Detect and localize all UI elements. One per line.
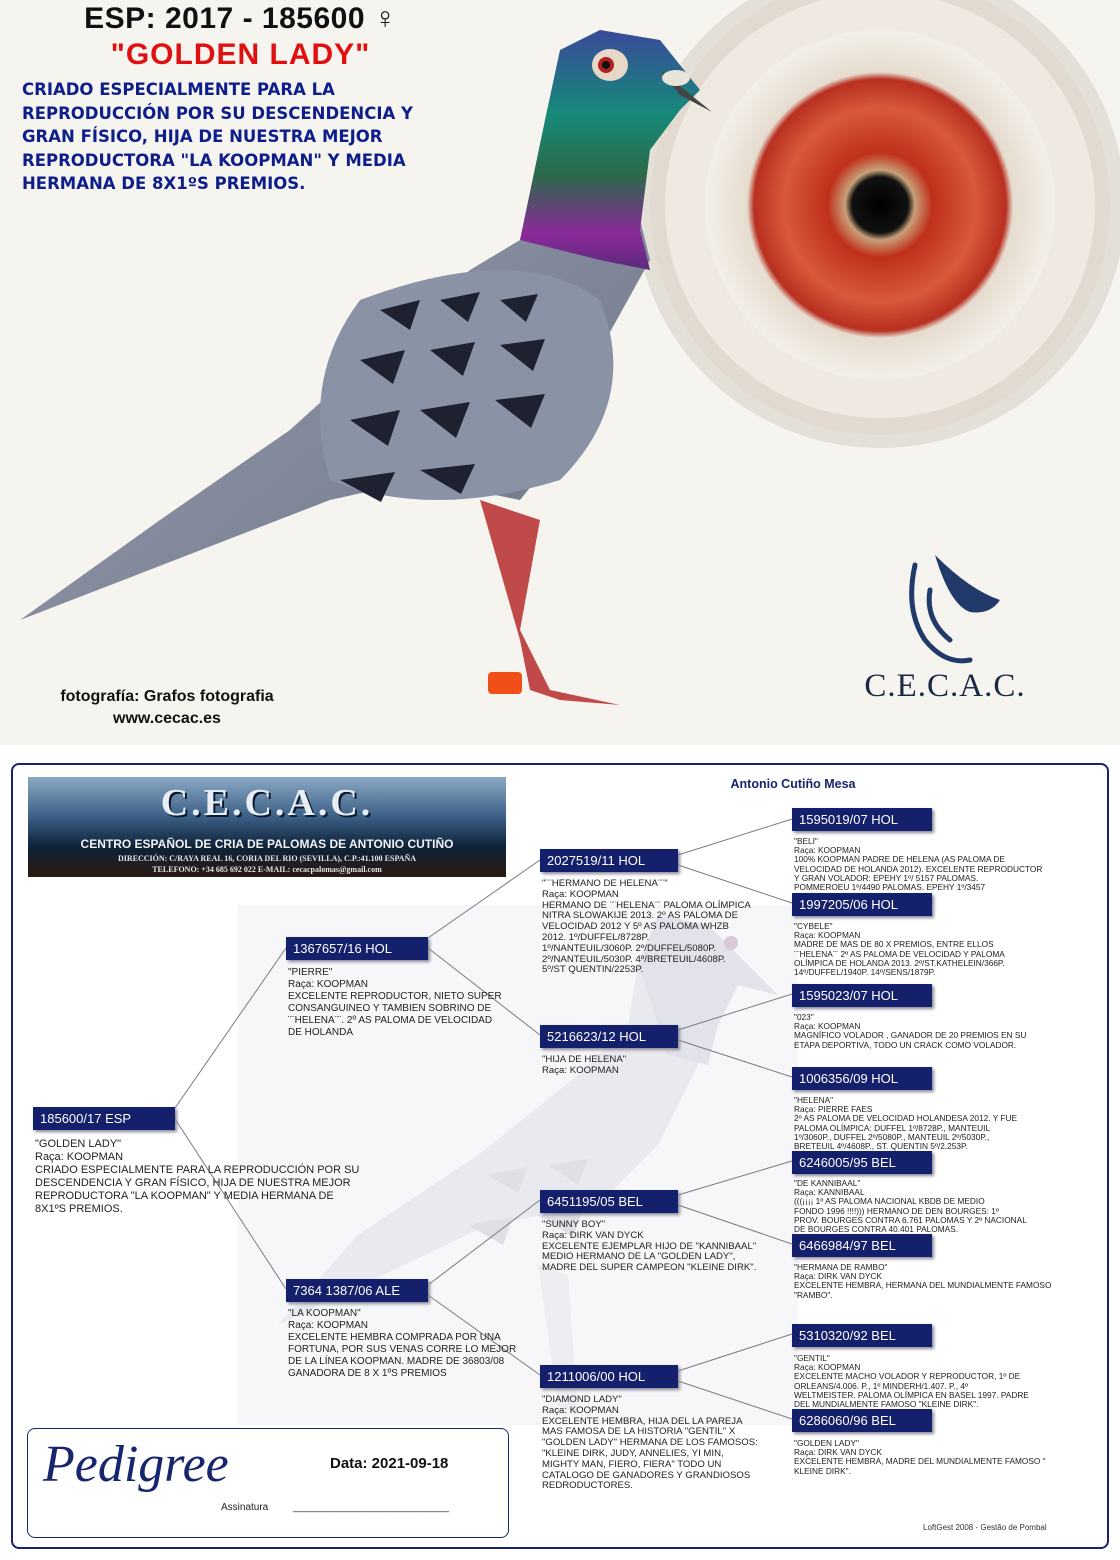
info-line: 5º/ST QUENTIN/2253P. <box>542 964 644 976</box>
sds-info <box>794 1013 1094 1050</box>
dam-sire-info <box>542 1220 782 1274</box>
connector-line <box>678 819 792 855</box>
info-line: REPRODUCTORA "LA KOOPMAN" Y MEDIA HERMANA DE <box>35 1190 334 1202</box>
info-line: "¨¨HERMANO DE HELENA¨¨" <box>542 878 668 889</box>
info-line: PALOMA OLÍMPICA: DUFFEL 1º/8728P., MANTEUIL <box>794 1122 991 1133</box>
info-line: CRIADO ESPECIALMENTE PARA LA REPRODUCCIÓN POR SU <box>35 1164 360 1176</box>
info-line: 1º/3060P., DUFFEL 2º/5080P., MANTEUIL 2º/5030P., <box>794 1131 990 1142</box>
info-line: HERMANO DE ¨¨HELENA¨¨ PALOMA OLÍMPICA <box>542 899 751 911</box>
sdd-info <box>794 1096 1094 1151</box>
info-line: "RAMBO". <box>794 1289 833 1300</box>
subject-info <box>35 1138 395 1216</box>
info-line: Raça: KOOPMAN <box>288 1319 369 1331</box>
info-line: Raça: KOOPMAN <box>542 888 619 900</box>
info-line: CONSANGUINEO Y TAMBIEN SOBRINO DE <box>288 1002 492 1014</box>
sds-ring[interactable]: 1595023/07 HOL <box>792 984 932 1007</box>
photo-credit <box>22 686 312 730</box>
info-line: "HELENA" <box>794 1095 834 1105</box>
dam-sire-ring[interactable]: 6451195/05 BEL <box>540 1190 678 1213</box>
sire-info <box>288 967 528 1038</box>
info-line: "GENTIL" <box>794 1353 830 1363</box>
info-line: FONDO 1996 !!!!))) HERMANO DE DEN BOURGES: 1º <box>794 1205 999 1216</box>
info-line: FORTUNA, POR SUS VENAS CORRE LO MEJOR <box>288 1343 517 1355</box>
connector-line <box>428 1200 540 1285</box>
signature-line: ____________________________ <box>293 1502 449 1513</box>
info-line: DE BOURGES CONTRA 40.401 PALOMAS. <box>794 1224 958 1235</box>
date-label: Data: 2021-09-18 <box>330 1455 449 1472</box>
description-line: REPRODUCCIÓN POR SU DESCENDENCIA Y <box>22 103 413 123</box>
info-line: POMMEROEU 1º/4490 PALOMAS. EPEHY 1º/3457 <box>794 882 986 893</box>
info-line: DE HOLANDA <box>288 1026 354 1038</box>
description-line: GRAN FÍSICO, HIJA DE NUESTRA MEJOR <box>22 127 383 147</box>
sire-dam-ring[interactable]: 5216623/12 HOL <box>540 1025 678 1048</box>
info-line: Raça: KOOPMAN <box>288 978 369 990</box>
sss-ring[interactable]: 1595019/07 HOL <box>792 808 932 831</box>
info-line: "HERMANA DE RAMBO" <box>794 1262 888 1272</box>
info-line: EXCELENTE EJEMPLAR HIJO DE "KANNIBAAL" <box>542 1240 757 1252</box>
info-line: "BELI" <box>794 836 818 846</box>
sdd-ring[interactable]: 1006356/09 HOL <box>792 1067 932 1090</box>
connector-line <box>678 1161 792 1195</box>
info-line: "DE KANNIBAAL" <box>794 1178 861 1188</box>
sire-ring[interactable]: 1367657/16 HOL <box>286 937 428 960</box>
info-line: REDRODUCTORES. <box>542 1480 633 1492</box>
signature-label: Assinatura <box>221 1502 269 1513</box>
sire-sire-info <box>542 879 787 976</box>
info-line: "GOLDEN LADY" <box>35 1138 122 1150</box>
info-line: "GOLDEN LADY" <box>794 1438 859 1448</box>
info-line: MAGNÍFICO VOLADOR , GANADOR DE 20 PREMIOS EN SU <box>794 1030 1027 1041</box>
info-line: ETAPA DEPORTIVA, TODO UN CRACK COMO VOLADOR. <box>794 1039 1017 1050</box>
info-line: ¨¨HELENA¨¨. 2º AS PALOMA DE VELOCIDAD <box>288 1014 493 1026</box>
info-line: PROV. BOURGES CONTRA 6.761 PALOMAS Y 2º NACIONAL <box>794 1214 1027 1225</box>
info-line: "023" <box>794 1012 814 1022</box>
breeder-name: Antonio Cutiño Mesa <box>730 777 856 791</box>
info-line: "SUNNY BOY" <box>542 1219 606 1230</box>
info-line: DE LA LÍNEA KOOPMAN. MADRE DE 36803/08 <box>288 1355 505 1367</box>
connector-line <box>678 1334 792 1371</box>
connector-line <box>678 994 792 1030</box>
info-line: Raça: DIRK VAN DYCK <box>794 1447 882 1458</box>
info-line: 2º/NANTEUIL/5030P. 4º/BRETEUIL/4608P. <box>542 953 726 965</box>
footer-credit: LoftGest 2008 - Gestão de Pombal <box>923 1523 1047 1532</box>
info-line: WELTMEISTER. PALOMA OLÍMPICA EN BASEL 1997. PADRE <box>794 1389 1029 1400</box>
dsd-ring[interactable]: 6466984/97 BEL <box>792 1234 932 1257</box>
info-line: EXCELENTE HEMBRA, HERMANA DEL MUNDIALMENTE FAMOSO <box>794 1280 1052 1291</box>
pedigree-title: Pedigree <box>43 1436 229 1493</box>
info-line: (((¡¡¡¡ 1º AS PALOMA NACIONAL KBDB DE MEDIO <box>794 1196 985 1207</box>
info-line: DEL MUNDIALMENTE FAMOSO "KLEINE DIRK". <box>794 1399 979 1410</box>
info-line: "CYBELE" <box>794 921 833 931</box>
banner-contact: TELEFONO: +34 685 692 022 E-MAIL: cecacpalomas@gmail.com <box>152 865 382 874</box>
info-line: Raça: KOOPMAN <box>794 845 861 856</box>
dam-dam-info <box>542 1395 782 1492</box>
connector-line <box>175 948 286 1108</box>
info-line: Raça: KOOPMAN <box>35 1151 124 1163</box>
info-line: BRETEUIL 4º/4608P., ST. QUENTIN 5º/2.253P. <box>794 1141 968 1152</box>
info-line: "LA KOOPMAN" <box>288 1308 361 1319</box>
sss-info <box>794 837 1094 892</box>
info-line: VELOCIDAD DE HOLANDA 2012). EXCELENTE REPRODUCTOR <box>794 863 1043 874</box>
info-line: 14º/DUFFEL/1940P. 14º/SENS/1879P. <box>794 967 936 978</box>
sire-sire-ring[interactable]: 2027519/11 HOL <box>540 849 678 872</box>
dss-info <box>794 1179 1094 1234</box>
info-line: MADRE DE MAS DE 80 X PREMIOS, ENTRE ELLOS <box>794 939 994 950</box>
dam-dam-ring[interactable]: 1211006/00 HOL <box>540 1365 678 1388</box>
brand-logo: C.E.C.A.C. <box>864 668 1026 704</box>
info-line: Raça: DIRK VAN DYCK <box>794 1271 882 1282</box>
info-line: MIGHTY MAN, FIERO, FIERA" TODO UN <box>542 1458 722 1470</box>
info-line: Raça: KOOPMAN <box>794 930 861 941</box>
info-line: Raça: KOOPMAN <box>542 1404 619 1416</box>
info-line: Raça: KOOPMAN <box>542 1064 619 1076</box>
pigeon-name-title: "GOLDEN LADY" <box>110 38 371 71</box>
ssd-ring[interactable]: 1997205/06 HOL <box>792 893 932 916</box>
info-line: "PIERRE" <box>288 967 333 978</box>
description-line: HERMANA DE 8X1ºS PREMIOS. <box>22 174 306 194</box>
banner-address: DIRECCIÓN: C/RAYA REAL 16, CORIA DEL RIO (SEVILLA), C.P.:41.100 ESPAÑA <box>117 854 417 863</box>
connector-line <box>428 860 540 938</box>
photographer: fotografía: Grafos fotografia <box>60 688 274 705</box>
info-line: "KLEINE DIRK, JUDY, ANNELIES, YI MIN, <box>542 1447 724 1459</box>
info-line: MAS FAMOSA DE LA HISTORIA "GENTIL" X <box>542 1426 736 1438</box>
info-line: KLEINE DIRK". <box>794 1465 851 1476</box>
dam-ring[interactable]: 7364 1387/06 ALE <box>286 1279 428 1302</box>
ddd-ring[interactable]: 6286060/96 BEL <box>792 1409 932 1432</box>
dds-info <box>794 1354 1094 1409</box>
info-line: "GOLDEN LADY" HERMANA DE LOS FAMOSOS: <box>542 1437 758 1449</box>
ddd-info <box>794 1439 1094 1476</box>
website-link[interactable]: www.cecac.es <box>113 710 221 727</box>
signature-box <box>27 1428 509 1538</box>
description-line: CRIADO ESPECIALMENTE PARA LA <box>22 80 335 99</box>
description-line: REPRODUCTORA "LA KOOPMAN" Y MEDIA <box>22 150 406 170</box>
info-line: Raça: PIERRE FAES <box>794 1104 873 1115</box>
info-line: Raça: KOOPMAN <box>794 1021 861 1032</box>
info-line: 2012. 1º/DUFFEL/8728P. <box>542 931 650 943</box>
signature-field[interactable] <box>221 1502 449 1513</box>
info-line: VELOCIDAD 2012 Y 5º AS PALOMA WHZB <box>542 921 729 933</box>
info-line: EXCELENTE HEMBRA, HIJA DEL LA PAREJA <box>542 1415 743 1427</box>
info-line: EXCELENTE HEMBRA COMPRADA POR UNA <box>288 1331 501 1343</box>
info-line: 2º AS PALOMA DE VELOCIDAD HOLANDESA 2012. Y FUE <box>794 1113 1017 1124</box>
info-line: DESCENDENCIA Y GRAN FÍSICO, HIJA DE NUESTRA MEJOR <box>35 1177 351 1189</box>
banner-logo: C.E.C.A.C. <box>160 782 374 824</box>
pedigree-card <box>11 763 1109 1549</box>
info-line: GANADORA DE 8 X 1ºS PREMIOS <box>288 1367 447 1379</box>
banner-subtitle: CENTRO ESPAÑOL DE CRIA DE PALOMAS DE ANTONIO CUTIÑO <box>80 837 454 851</box>
info-line: MADRE DEL SUPER CAMPEON "KLEINE DIRK". <box>542 1262 757 1274</box>
info-line: Raça: DIRK VAN DYCK <box>542 1229 644 1241</box>
info-line: CATALOGO DE GANADORES Y GRANDIOSOS <box>542 1469 751 1481</box>
ssd-info <box>794 922 1094 977</box>
info-line: 8X1ºS PREMIOS. <box>35 1203 123 1215</box>
info-line: 1º/NANTEUIL/3060P. 2º/DUFFEL/5080P. <box>542 942 717 954</box>
info-line: Raça: KOOPMAN <box>794 1362 861 1373</box>
info-line: "HIJA DE HELENA" <box>542 1054 627 1065</box>
info-line: ORLEANS/4.006. P., 1º MINDERH/1.407. P., 4º <box>794 1380 969 1391</box>
info-line: Y GRAN VOLADOR: EPEHY 1º/ 5157 PALOMAS. <box>794 872 979 883</box>
hero-section <box>0 0 1120 745</box>
ring-title: ESP: 2017 - 185600 ♀ <box>84 2 397 35</box>
info-line: 100% KOOPMAN PADRE DE HELENA (AS PALOMA DE <box>794 854 1005 865</box>
dam-info <box>288 1308 533 1379</box>
dsd-info <box>794 1263 1094 1300</box>
info-line: EXCELENTE HEMBRA, MADRE DEL MUNDIALMENTE FAMOSO " <box>794 1456 1046 1467</box>
info-line: EXCELENTE MACHO VOLADOR Y REPRODUCTOR, 1º DE <box>794 1371 1021 1382</box>
info-line: MEDIO HERMANO DE LA "GOLDEN LADY", <box>542 1251 736 1263</box>
description <box>22 78 492 196</box>
info-line: "DIAMOND LADY" <box>542 1394 622 1405</box>
sire-dam-info <box>542 1055 772 1077</box>
subject-ring[interactable]: 185600/17 ESP <box>33 1107 175 1130</box>
info-line: OLÍMPICA DE HOLANDA 2013. 2º/ST.KATHELEIN/366P. <box>794 957 1005 968</box>
info-line: EXCELENTE REPRODUCTOR, NIETO SUPER <box>288 990 502 1002</box>
info-line: ¨¨HELENA¨¨ 2º AS PALOMA DE VELOCIDAD Y PALOMA <box>794 948 1005 959</box>
info-line: Raça: KANNIBAAL <box>794 1187 865 1198</box>
dss-ring[interactable]: 6246005/95 BEL <box>792 1151 932 1174</box>
dds-ring[interactable]: 5310320/92 BEL <box>792 1324 932 1347</box>
info-line: NITRA SLOWAKIJE 2013. 2º AS PALOMA DE <box>542 910 738 922</box>
